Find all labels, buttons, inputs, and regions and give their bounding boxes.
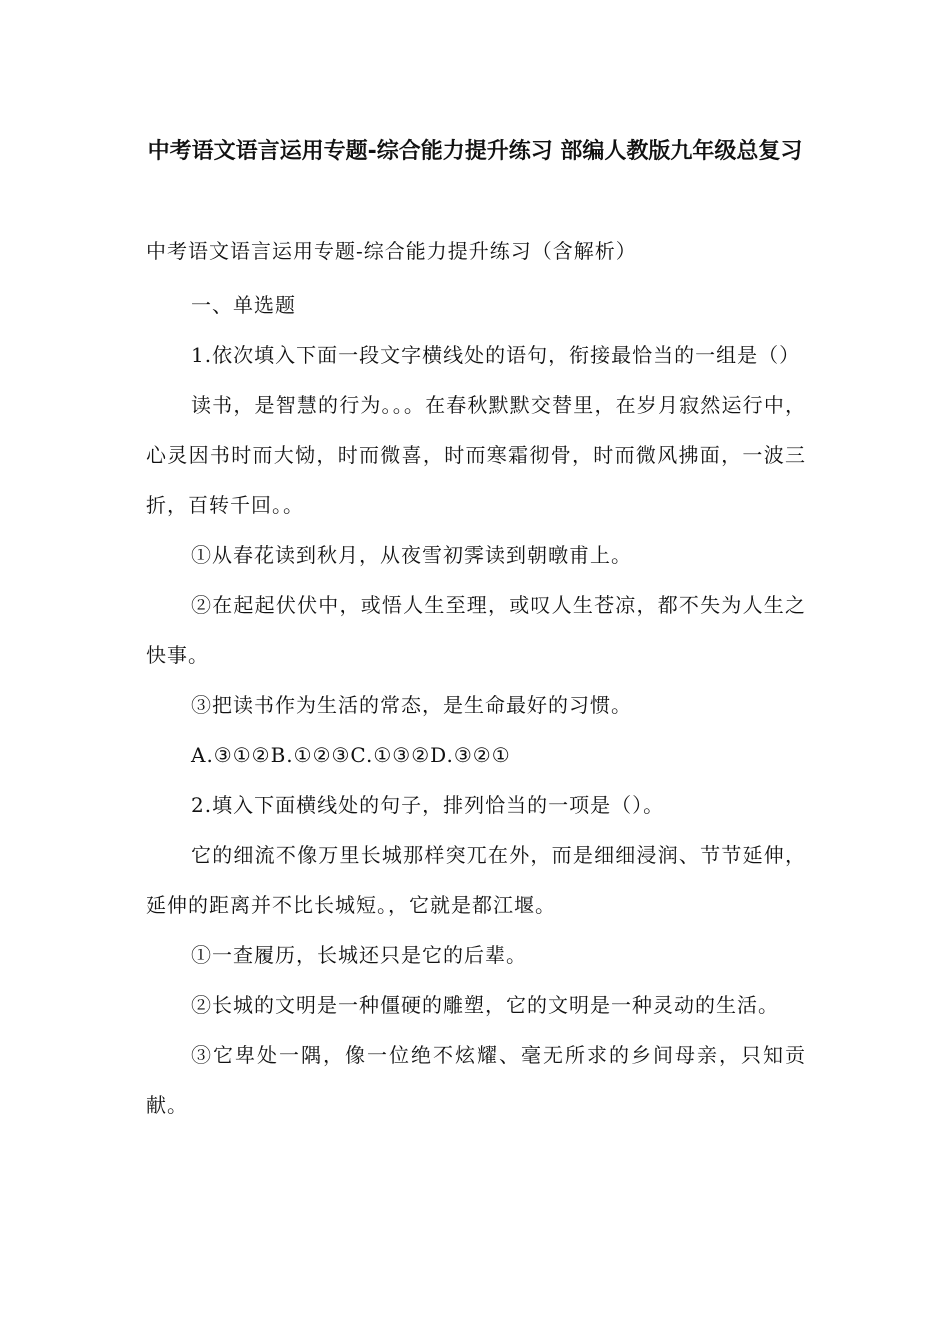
document-body (146, 230, 806, 1130)
q1-passage: 读书，是智慧的行为。。。在春秋默默交替里，在岁月寂然运行中，心灵因书时而大恸，时而微喜，时而寒霜彻骨，时而微风拂面，一波三折，百转千回。。 (146, 393, 806, 517)
q1-options: A.③①②B.①②③C.①③②D.③②① (191, 743, 511, 767)
q1-stem: 1.依次填入下面一段文字横线处的语句，衔接最恰当的一组是（） (191, 343, 801, 367)
q1-item-2: ②在起起伏伏中，或悟人生至理，或叹人生苍凉，都不失为人生之快事。 (146, 593, 806, 667)
q1-item-1: ①从春花读到秋月，从夜雪初霁读到朝暾甫上。 (191, 543, 632, 567)
q2-stem: 2.填入下面横线处的句子，排列恰当的一项是（）。 (191, 793, 665, 817)
section-heading: 一、单选题 (191, 293, 296, 317)
q2-item-1: ①一查履历，长城还只是它的后辈。 (191, 943, 527, 967)
document-title: 中考语文语言运用专题-综合能力提升练习 部编人教版九年级总复习 (147, 139, 803, 164)
subtitle: 中考语文语言运用专题-综合能力提升练习（含解析） (146, 239, 637, 263)
q2-passage: 它的细流不像万里长城那样突兀在外，而是细细浸润、节节延伸，延伸的距离并不比长城短。，它就是都江堰。 (146, 843, 806, 917)
q2-item-3: ③它卑处一隅，像一位绝不炫耀、毫无所求的乡间母亲，只知贡献。 (146, 1043, 806, 1117)
q2-item-2: ②长城的文明是一种僵硬的雕塑，它的文明是一种灵动的生活。 (191, 993, 779, 1017)
q1-item-3: ③把读书作为生活的常态，是生命最好的习惯。 (191, 693, 632, 717)
